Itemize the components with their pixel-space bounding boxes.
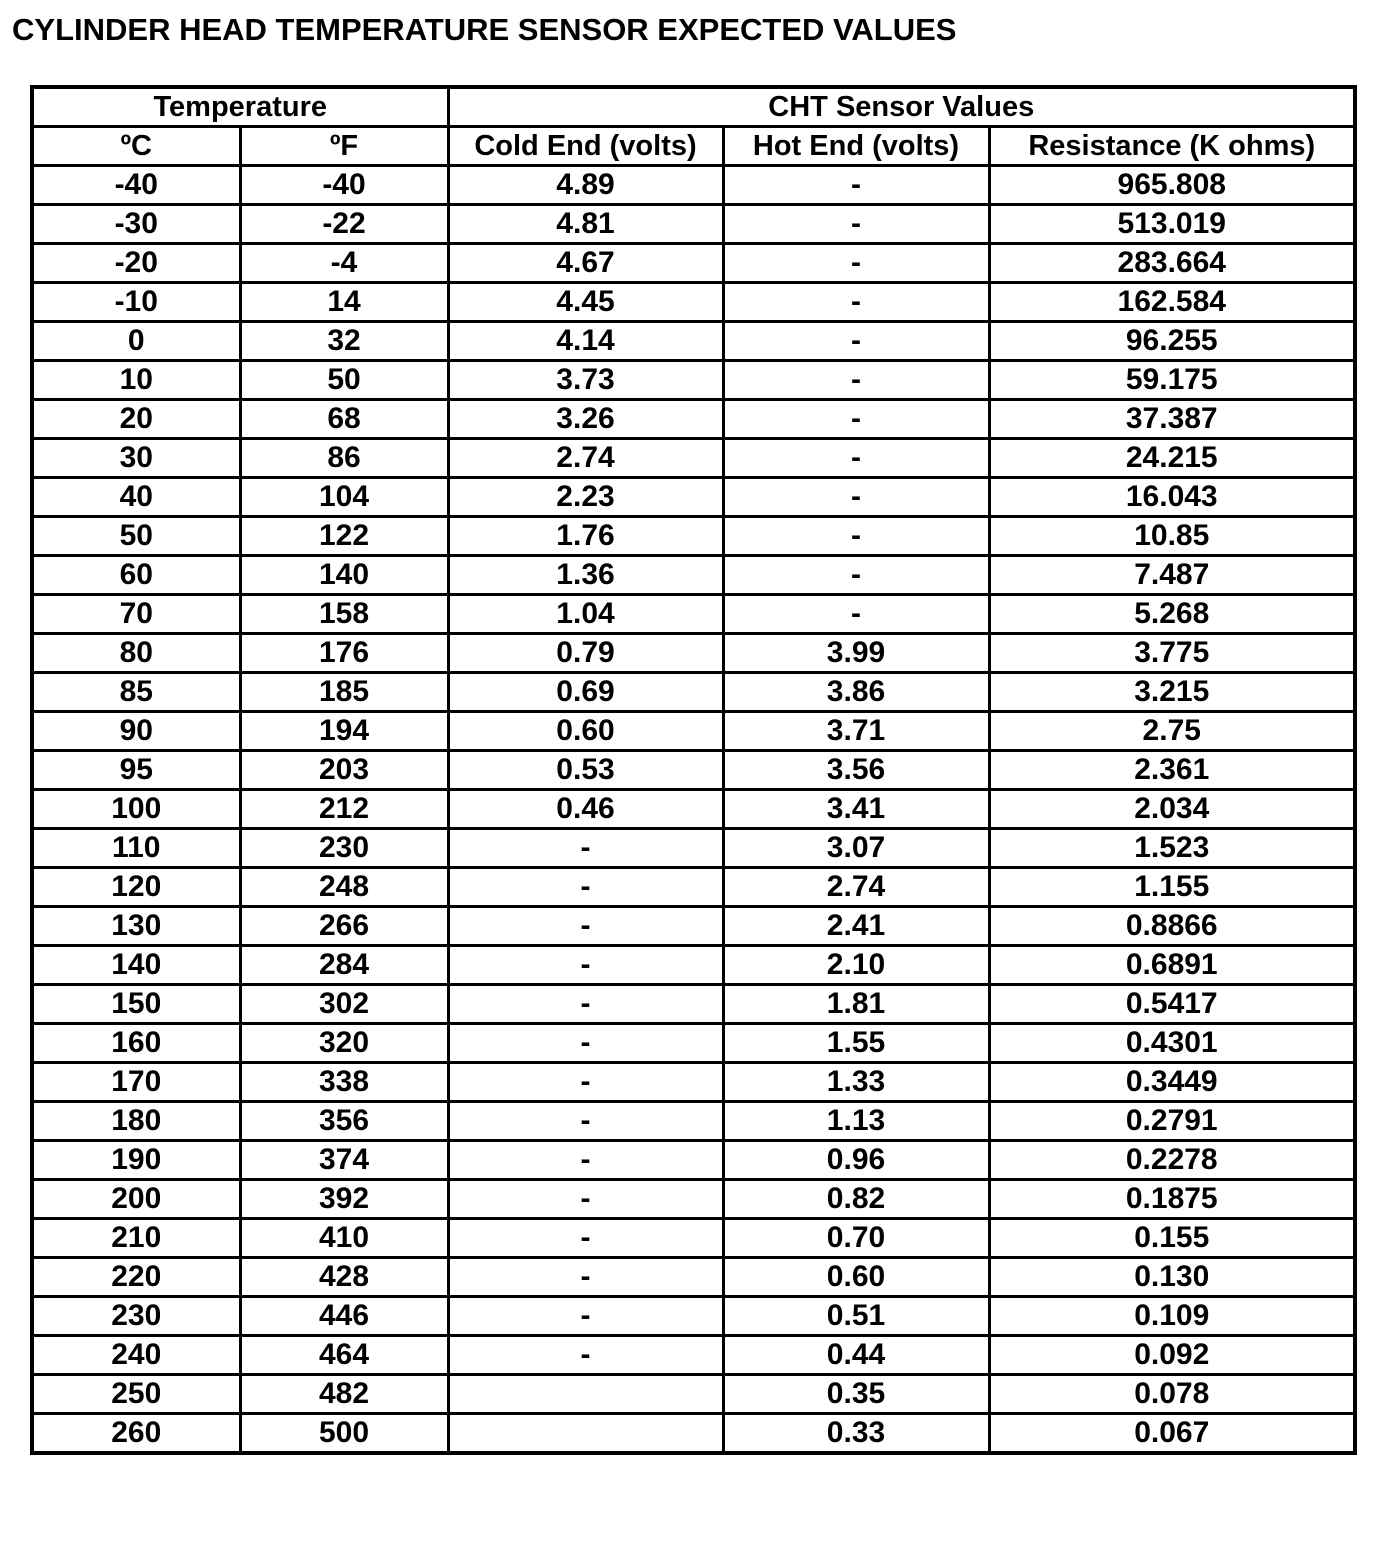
fahrenheit-cell: 185 [240,673,448,712]
table-row [32,1180,1355,1219]
celsius-cell: 85 [32,673,240,712]
fahrenheit-cell: -40 [240,166,448,205]
resistance-cell: 2.75 [989,712,1355,751]
fahrenheit-cell: 410 [240,1219,448,1258]
cold-end-volts-cell: - [448,946,723,985]
table-row [32,634,1355,673]
hot-end-volts-cell: 3.56 [723,751,989,790]
cold-end-volts-cell: 0.46 [448,790,723,829]
cht-sensor-values-group-header: CHT Sensor Values [448,87,1355,127]
celsius-cell: 10 [32,361,240,400]
hot-end-volts-cell: - [723,244,989,283]
cold-end-volts-cell: 0.60 [448,712,723,751]
table-row [32,751,1355,790]
cold-end-volts-cell: - [448,868,723,907]
celsius-cell: 200 [32,1180,240,1219]
table-row [32,1297,1355,1336]
fahrenheit-cell: -4 [240,244,448,283]
table-row [32,205,1355,244]
celsius-cell: 240 [32,1336,240,1375]
hot-end-volts-cell: 0.33 [723,1414,989,1454]
resistance-cell: 37.387 [989,400,1355,439]
cold-end-volts-cell: - [448,1297,723,1336]
table-row [32,556,1355,595]
cold-end-volts-cell: - [448,1180,723,1219]
celsius-cell: 95 [32,751,240,790]
hot-end-volts-cell: - [723,205,989,244]
celsius-cell: -20 [32,244,240,283]
fahrenheit-cell: 86 [240,439,448,478]
cold-end-volts-cell: 1.36 [448,556,723,595]
celsius-cell: 190 [32,1141,240,1180]
celsius-cell: 20 [32,400,240,439]
fahrenheit-cell: 203 [240,751,448,790]
hot-end-volts-cell: 3.71 [723,712,989,751]
resistance-cell: 1.155 [989,868,1355,907]
resistance-cell: 3.215 [989,673,1355,712]
cold-end-volts-cell: 0.69 [448,673,723,712]
celsius-cell: 80 [32,634,240,673]
resistance-cell: 162.584 [989,283,1355,322]
resistance-cell: 2.361 [989,751,1355,790]
fahrenheit-cell: 122 [240,517,448,556]
celsius-cell: 40 [32,478,240,517]
table-row [32,1336,1355,1375]
celsius-cell: 0 [32,322,240,361]
resistance-cell: 96.255 [989,322,1355,361]
celsius-cell: 70 [32,595,240,634]
cold-end-volts-cell: - [448,1063,723,1102]
hot-end-volts-cell: 2.74 [723,868,989,907]
celsius-cell: -30 [32,205,240,244]
table-row [32,1024,1355,1063]
fahrenheit-cell: 464 [240,1336,448,1375]
cold-end-volts-cell: 0.79 [448,634,723,673]
celsius-cell: 120 [32,868,240,907]
cold-end-volts-cell: 4.67 [448,244,723,283]
hot-end-volts-cell: - [723,283,989,322]
celsius-cell: -40 [32,166,240,205]
fahrenheit-cell: 482 [240,1375,448,1414]
fahrenheit-cell: -22 [240,205,448,244]
table-row [32,244,1355,283]
resistance-cell: 283.664 [989,244,1355,283]
hot-end-volts-cell: 0.44 [723,1336,989,1375]
celsius-cell: 160 [32,1024,240,1063]
celsius-cell: 210 [32,1219,240,1258]
fahrenheit-cell: 212 [240,790,448,829]
table-row [32,1258,1355,1297]
resistance-cell: 0.2791 [989,1102,1355,1141]
celsius-cell: 260 [32,1414,240,1454]
hot-end-volts-cell: 0.51 [723,1297,989,1336]
resistance-cell: 0.078 [989,1375,1355,1414]
hot-end-volts-cell: - [723,166,989,205]
table-row [32,517,1355,556]
celsius-cell: 100 [32,790,240,829]
resistance-cell: 0.6891 [989,946,1355,985]
hot-end-volts-cell: 2.41 [723,907,989,946]
celsius-cell: 170 [32,1063,240,1102]
fahrenheit-cell: 500 [240,1414,448,1454]
fahrenheit-cell: 446 [240,1297,448,1336]
hot-end-volts-cell: - [723,478,989,517]
fahrenheit-cell: 104 [240,478,448,517]
table-row [32,1102,1355,1141]
table-row [32,1375,1355,1414]
celsius-cell: 150 [32,985,240,1024]
hot-end-volts-cell: 0.82 [723,1180,989,1219]
table-row [32,907,1355,946]
celsius-cell: 230 [32,1297,240,1336]
celsius-column-header: ºC [32,127,240,166]
hot-end-volts-cell: - [723,595,989,634]
hot-end-volts-cell: 1.13 [723,1102,989,1141]
resistance-cell: 5.268 [989,595,1355,634]
cht-values-table [30,85,1357,1455]
celsius-cell: 60 [32,556,240,595]
fahrenheit-cell: 32 [240,322,448,361]
hot-end-volts-cell: - [723,556,989,595]
cold-end-volts-cell: - [448,1102,723,1141]
cold-end-volts-cell: - [448,1024,723,1063]
cold-end-volts-cell: - [448,1219,723,1258]
table-row [32,673,1355,712]
hot-end-volts-cell: 3.99 [723,634,989,673]
cold-end-volts-cell: 4.89 [448,166,723,205]
table-row [32,283,1355,322]
page-title: CYLINDER HEAD TEMPERATURE SENSOR EXPECTED VALUES [12,12,957,47]
cold-end-volts-cell: 1.04 [448,595,723,634]
celsius-cell: 110 [32,829,240,868]
cold-end-volts-cell: - [448,1258,723,1297]
hot-end-volts-cell: 2.10 [723,946,989,985]
table-row [32,322,1355,361]
resistance-cell: 0.067 [989,1414,1355,1454]
table-row [32,829,1355,868]
column-header-row [32,127,1355,166]
temperature-group-header: Temperature [32,87,448,127]
table-row [32,712,1355,751]
table-row [32,1063,1355,1102]
hot-end-volts-cell: - [723,322,989,361]
group-header-row [32,87,1355,127]
fahrenheit-cell: 284 [240,946,448,985]
cold-end-volts-cell: 4.45 [448,283,723,322]
cold-end-volts-cell [448,1414,723,1454]
resistance-cell: 0.130 [989,1258,1355,1297]
resistance-cell: 965.808 [989,166,1355,205]
fahrenheit-cell: 302 [240,985,448,1024]
cold-end-volts-cell [448,1375,723,1414]
resistance-column-header: Resistance (K ohms) [989,127,1355,166]
table-row [32,946,1355,985]
resistance-cell: 0.5417 [989,985,1355,1024]
table-row [32,361,1355,400]
fahrenheit-cell: 158 [240,595,448,634]
resistance-cell: 0.3449 [989,1063,1355,1102]
resistance-cell: 0.092 [989,1336,1355,1375]
celsius-cell: 250 [32,1375,240,1414]
resistance-cell: 1.523 [989,829,1355,868]
cold-end-volts-cell: - [448,829,723,868]
cold-end-volts-cell: - [448,985,723,1024]
table-row [32,790,1355,829]
resistance-cell: 10.85 [989,517,1355,556]
fahrenheit-cell: 248 [240,868,448,907]
resistance-cell: 2.034 [989,790,1355,829]
fahrenheit-cell: 140 [240,556,448,595]
fahrenheit-cell: 194 [240,712,448,751]
cold-end-volts-cell: - [448,907,723,946]
table-row [32,1141,1355,1180]
fahrenheit-cell: 230 [240,829,448,868]
fahrenheit-cell: 68 [240,400,448,439]
resistance-cell: 59.175 [989,361,1355,400]
hot-end-volts-cell: 3.41 [723,790,989,829]
resistance-cell: 0.155 [989,1219,1355,1258]
hot-end-volts-cell: - [723,361,989,400]
hot-end-volts-cell: 0.35 [723,1375,989,1414]
hot-end-volts-cell: 1.33 [723,1063,989,1102]
celsius-cell: 220 [32,1258,240,1297]
resistance-cell: 3.775 [989,634,1355,673]
table-row [32,478,1355,517]
celsius-cell: 50 [32,517,240,556]
fahrenheit-cell: 320 [240,1024,448,1063]
table-row [32,595,1355,634]
cold-end-volts-cell: 3.73 [448,361,723,400]
cold-end-volts-cell: - [448,1336,723,1375]
resistance-cell: 0.4301 [989,1024,1355,1063]
hot-end-volts-cell: 1.55 [723,1024,989,1063]
hot-end-volts-cell: 3.07 [723,829,989,868]
cold-end-volts-cell: 1.76 [448,517,723,556]
table-row [32,868,1355,907]
resistance-cell: 24.215 [989,439,1355,478]
resistance-cell: 7.487 [989,556,1355,595]
table-row [32,1414,1355,1454]
cold-end-volts-cell: 4.14 [448,322,723,361]
fahrenheit-cell: 50 [240,361,448,400]
fahrenheit-column-header: ºF [240,127,448,166]
table-row [32,985,1355,1024]
table-row [32,400,1355,439]
resistance-cell: 0.109 [989,1297,1355,1336]
hot-end-volts-column-header: Hot End (volts) [723,127,989,166]
celsius-cell: -10 [32,283,240,322]
cold-end-volts-cell: 2.74 [448,439,723,478]
hot-end-volts-cell: - [723,439,989,478]
table-row [32,1219,1355,1258]
table-row [32,166,1355,205]
resistance-cell: 0.1875 [989,1180,1355,1219]
cold-end-volts-column-header: Cold End (volts) [448,127,723,166]
hot-end-volts-cell: - [723,400,989,439]
fahrenheit-cell: 338 [240,1063,448,1102]
resistance-cell: 0.2278 [989,1141,1355,1180]
fahrenheit-cell: 374 [240,1141,448,1180]
cold-end-volts-cell: 4.81 [448,205,723,244]
fahrenheit-cell: 428 [240,1258,448,1297]
hot-end-volts-cell: 0.96 [723,1141,989,1180]
hot-end-volts-cell: 3.86 [723,673,989,712]
fahrenheit-cell: 176 [240,634,448,673]
cold-end-volts-cell: 2.23 [448,478,723,517]
hot-end-volts-cell: - [723,517,989,556]
fahrenheit-cell: 356 [240,1102,448,1141]
cold-end-volts-cell: - [448,1141,723,1180]
hot-end-volts-cell: 0.60 [723,1258,989,1297]
celsius-cell: 140 [32,946,240,985]
fahrenheit-cell: 392 [240,1180,448,1219]
hot-end-volts-cell: 0.70 [723,1219,989,1258]
resistance-cell: 16.043 [989,478,1355,517]
celsius-cell: 130 [32,907,240,946]
celsius-cell: 180 [32,1102,240,1141]
fahrenheit-cell: 266 [240,907,448,946]
hot-end-volts-cell: 1.81 [723,985,989,1024]
celsius-cell: 30 [32,439,240,478]
celsius-cell: 90 [32,712,240,751]
resistance-cell: 513.019 [989,205,1355,244]
table-row [32,439,1355,478]
cold-end-volts-cell: 3.26 [448,400,723,439]
cold-end-volts-cell: 0.53 [448,751,723,790]
fahrenheit-cell: 14 [240,283,448,322]
resistance-cell: 0.8866 [989,907,1355,946]
